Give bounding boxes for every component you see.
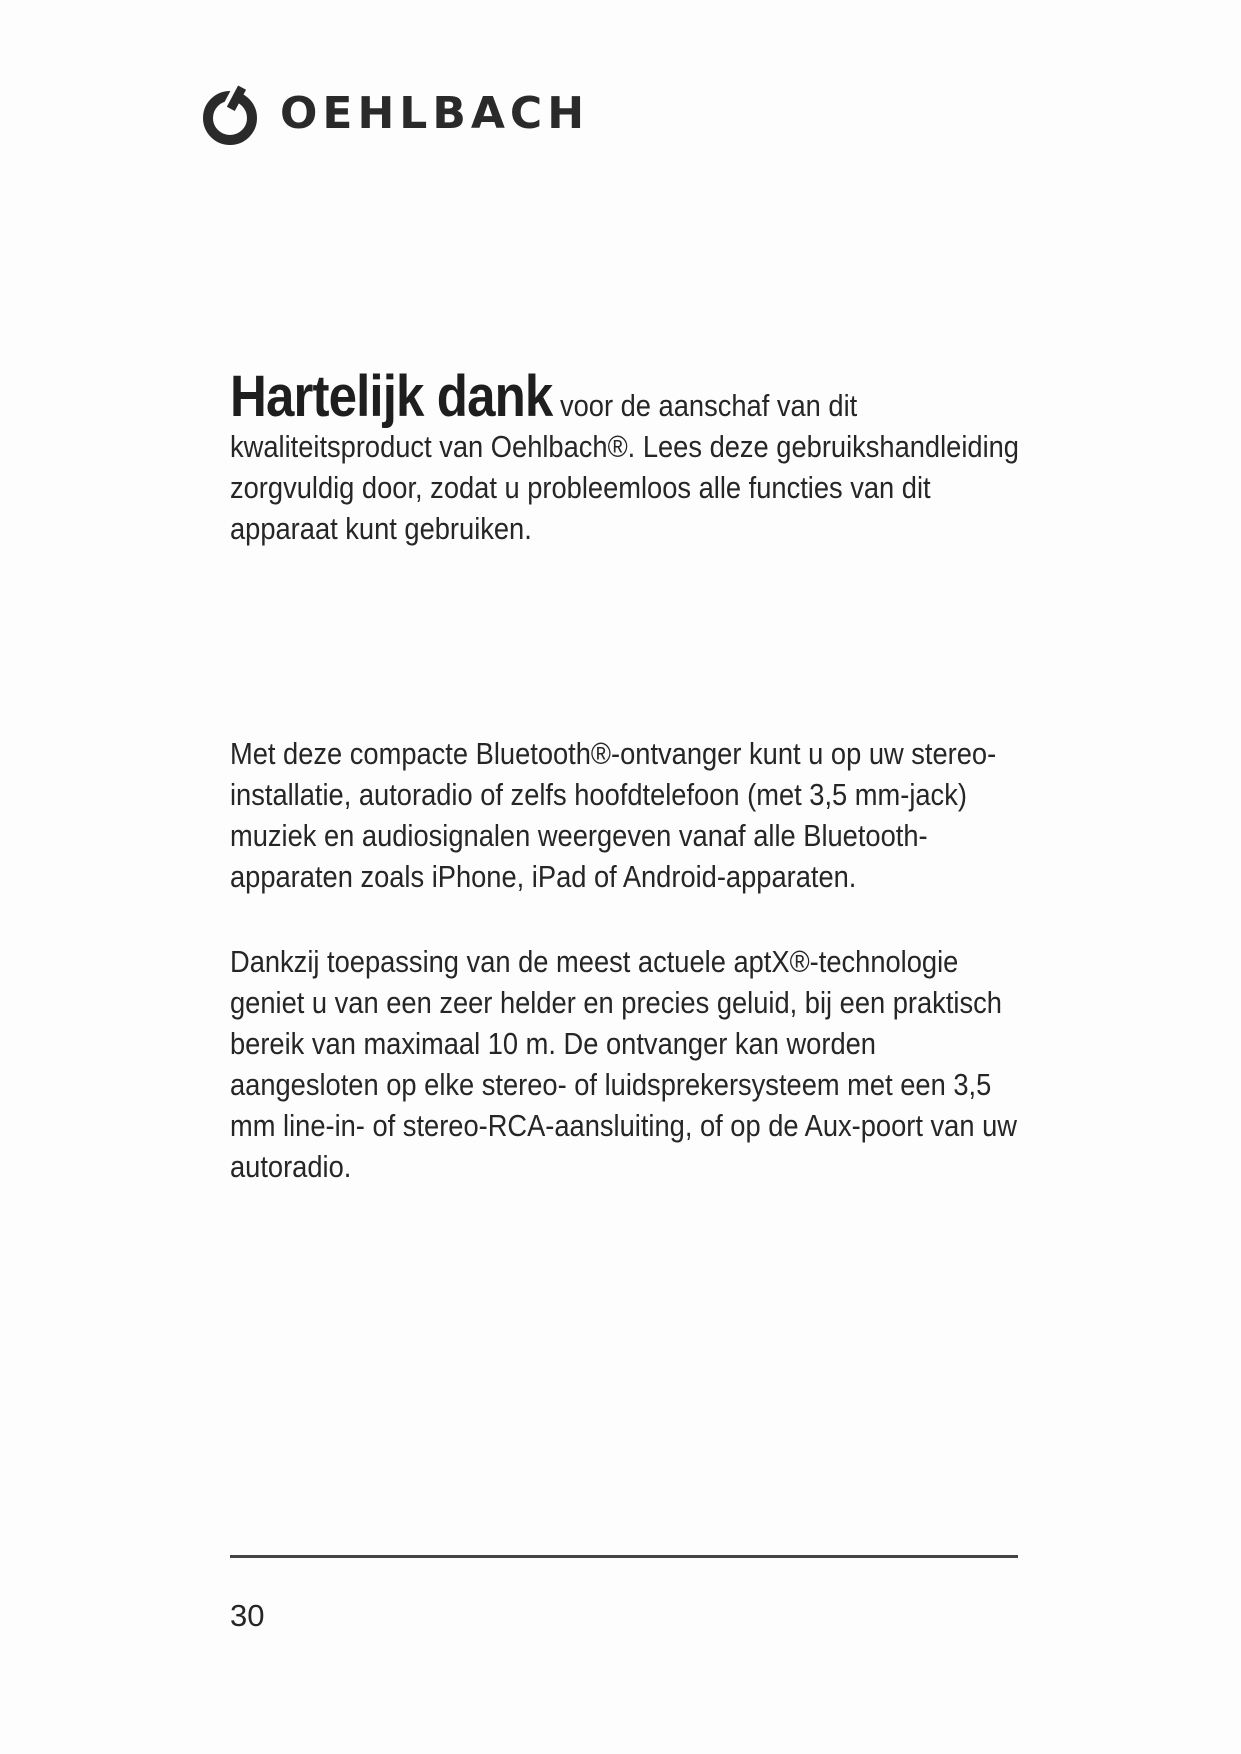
paragraph-text: Dankzij toepassing van de meest actuele aptX®-technologie geniet u van een zeer helder en precies geluid, bij een praktisch bereik van maximaal 10 m. De ontvanger kan worden aangesloten op elke stereo- of luidsprekersysteem met een 3,5 mm line-in- of stereo-RCA-aansluiting, of op de Aux-poort van uw autoradio.: [230, 944, 1017, 1184]
intro-section: [230, 364, 1020, 549]
body-paragraph-2: [230, 941, 1020, 1187]
body-paragraph-1: [230, 733, 1020, 897]
brand-logo: [200, 82, 640, 152]
intro-text: voor de aanschaf van dit kwaliteitsproduct van Oehlbach®. Lees deze gebruikshandleiding zorgvuldig door, zodat u probleemloos alle functies van dit apparaat kunt gebruiken.: [230, 388, 1019, 546]
brand-name: OEHLBACH: [280, 88, 590, 139]
paragraph-text: Met deze compacte Bluetooth®-ontvanger kunt u op uw stereo-installatie, autoradio of zelfs hoofdtelefoon (met 3,5 mm-jack) muziek en audiosignalen weergeven vanaf alle Bluetooth-apparaten zoals iPhone, iPad of Android-apparaten.: [230, 736, 997, 894]
oehlbach-emblem-icon: [200, 82, 264, 148]
intro-title: Hartelijk dank: [230, 364, 553, 429]
page-number: 30: [230, 1598, 265, 1633]
footer-divider: [230, 1555, 1018, 1558]
intro-paragraph: [230, 364, 1022, 549]
